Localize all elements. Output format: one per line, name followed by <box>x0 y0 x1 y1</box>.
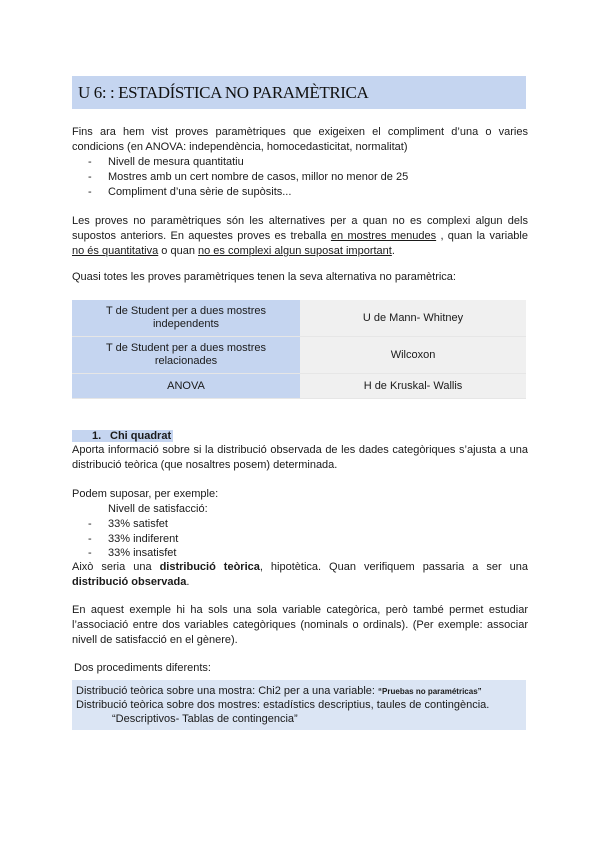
example-intro: Podem suposar, per exemple: <box>72 488 219 500</box>
multi-variable-paragraph <box>72 603 528 648</box>
section-title: Chi quadrat <box>110 430 172 442</box>
table-cell-parametric: T de Student per a dues mostres independents <box>72 300 300 337</box>
chi-line: distribució teòrica (que nosaltres posem) determinada. <box>72 459 338 471</box>
example-bullet-list <box>88 517 178 561</box>
example-sublabel: Nivell de satisfacció: <box>108 503 208 515</box>
nonparam-line: no és quantitativa o quan no es complexi algun suposat important. <box>72 245 395 257</box>
procedures-box <box>72 680 526 730</box>
intro-line: Fins ara hem vist proves paramètriques que exigeixen el compliment d’una o varies <box>72 126 528 138</box>
list-item: - Compliment d’una sèrie de supòsits... <box>88 186 292 198</box>
nonparam-line: Les proves no paramètriques són les alternatives per a quan no es complexi algun dels <box>72 215 528 227</box>
multi-line: En aquest exemple hi ha sols una sola variable categòrica, però també permet estudiar <box>72 604 528 616</box>
table-row <box>72 374 526 399</box>
intro-bullet-list <box>88 155 408 200</box>
table-cell-nonparametric: Wilcoxon <box>300 337 526 374</box>
section-heading <box>72 429 173 444</box>
chi-line: Aporta informació sobre si la distribució observada de les dades categòriques s’ajusta a una <box>72 444 528 456</box>
multi-line: nivell de satisfacció en el gènere). <box>72 634 238 646</box>
title-banner <box>72 76 526 109</box>
intro-paragraph <box>72 125 528 155</box>
multi-line: l’associació entre dos variables categòriques (nominals o ordinals). (Per exemple: associar <box>72 619 528 631</box>
nonparam-paragraph <box>72 214 528 259</box>
nonparam-line: supostos anteriors. En aquestes proves es treballa en mostres menudes , quan la variable <box>72 230 528 242</box>
table-row <box>72 300 526 337</box>
page-title: U 6: : ESTADÍSTICA NO PARAMÈTRICA <box>78 83 369 102</box>
alternatives-table <box>72 300 526 399</box>
list-item: - 33% insatisfet <box>88 547 177 559</box>
table-row <box>72 337 526 374</box>
procedures-heading: Dos procediments diferents: <box>74 662 211 674</box>
table-cell-parametric: T de Student per a dues mostres relacionades <box>72 337 300 374</box>
section-number: 1. <box>92 430 102 442</box>
example-conclusion: Això seria una distribució teòrica, hipotètica. Quan verifiquem passaria a ser una distribució observada. <box>72 561 529 588</box>
alternatives-intro: Quasi totes les proves paramètriques tenen la seva alternativa no paramètrica: <box>72 271 456 283</box>
list-item: - 33% satisfet <box>88 518 168 530</box>
list-item: - Nivell de mesura quantitatiu <box>88 156 244 168</box>
list-item: - Mostres amb un cert nombre de casos, millor no menor de 25 <box>88 171 409 183</box>
procedure-row: Distribució teòrica sobre dos mostres: estadístics descriptius, taules de contingència. <box>76 699 490 711</box>
table-cell-nonparametric: H de Kruskal- Wallis <box>300 374 526 399</box>
procedure-row: Distribució teòrica sobre una mostra: Chi2 per a una variable: “Pruebas no paramétricas” <box>76 685 482 697</box>
intro-line: condicions (en ANOVA: independència, homocedasticitat, normalitat) <box>72 141 408 153</box>
table-cell-parametric: ANOVA <box>72 374 300 399</box>
procedure-row: “Descriptivos- Tablas de contingencia” <box>112 713 298 725</box>
chi-description <box>72 443 528 473</box>
table-cell-nonparametric: U de Mann- Whitney <box>300 300 526 337</box>
list-item: - 33% indiferent <box>88 532 179 545</box>
